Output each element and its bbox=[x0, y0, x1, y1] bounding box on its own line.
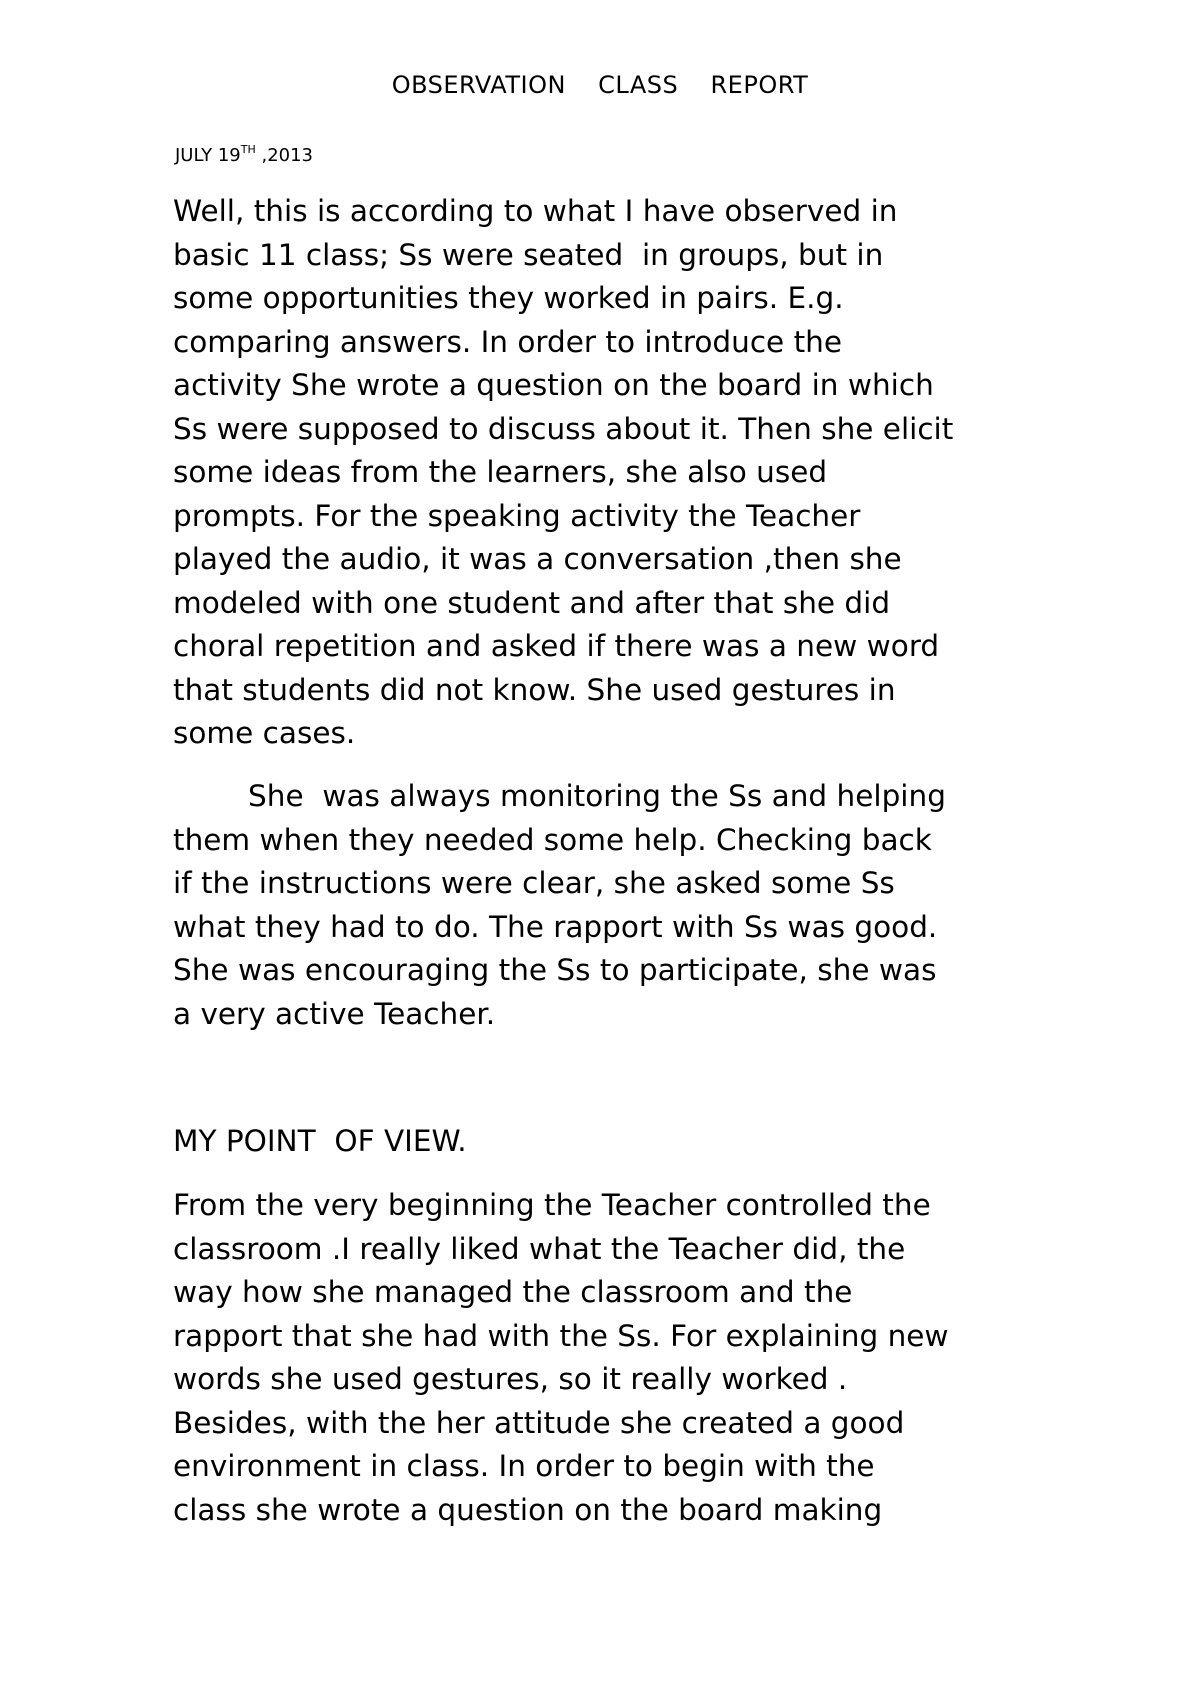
paragraph-line: if the instructions were clear, she asked some Ss bbox=[173, 866, 895, 900]
paragraph-line: some cases. bbox=[173, 716, 356, 750]
paragraph-line: Besides, with the her attitude she created a good bbox=[173, 1405, 905, 1440]
paragraph-line: some ideas from the learners, she also used bbox=[173, 455, 828, 489]
date-prefix: JULY 19 bbox=[175, 145, 241, 166]
paragraph-line: activity She wrote a question on the board in which bbox=[173, 368, 934, 402]
paragraph-line: some opportunities they worked in pairs. E.g. bbox=[173, 281, 844, 315]
paragraph-line: classroom .I really liked what the Teacher did, the bbox=[173, 1231, 906, 1266]
paragraph-line: She was encouraging the Ss to participate, she was bbox=[173, 953, 937, 987]
paragraph-line: a very active Teacher. bbox=[173, 996, 496, 1031]
paragraph-line: words she used gestures, so it really worked . bbox=[173, 1362, 848, 1396]
paragraph-line: choral repetition and asked if there was a new word bbox=[173, 629, 940, 663]
observation-paragraph bbox=[173, 190, 1053, 756]
paragraph-line: She was always monitoring the Ss and helping bbox=[173, 779, 946, 813]
paragraph-line: way how she managed the classroom and the bbox=[173, 1275, 853, 1309]
paragraph-line: prompts. For the speaking activity the Teacher bbox=[173, 498, 861, 533]
paragraph-line: Well, this is according to what I have observed in bbox=[173, 194, 898, 228]
paragraph-line: From the very beginning the Teacher controlled the bbox=[173, 1188, 931, 1222]
paragraph-line: basic 11 class; Ss were seated in groups, but in bbox=[173, 237, 884, 272]
paragraph-line: what they had to do. The rapport with Ss was good. bbox=[173, 909, 938, 944]
paragraph-line: them when they needed some help. Checking back bbox=[173, 822, 932, 857]
point-of-view-paragraph bbox=[173, 1184, 1053, 1532]
paragraph-line: modeled with one student and after that she did bbox=[173, 585, 891, 620]
paragraph-line: environment in class. In order to begin with the bbox=[173, 1449, 875, 1483]
date-superscript: TH bbox=[240, 143, 256, 156]
paragraph-line: class she wrote a question on the board making bbox=[173, 1492, 883, 1527]
date-suffix: ,2013 bbox=[255, 145, 314, 166]
section-heading: MY POINT OF VIEW. bbox=[173, 1124, 467, 1158]
paragraph-line: that students did not know. She used gestures in bbox=[173, 672, 896, 707]
paragraph-line: Ss were supposed to discuss about it. Then she elicit bbox=[173, 411, 954, 446]
monitoring-paragraph bbox=[173, 775, 1053, 1036]
paragraph-line: comparing answers. In order to introduce the bbox=[173, 324, 842, 359]
document-title: OBSERVATION CLASS REPORT bbox=[391, 71, 809, 99]
document-date bbox=[175, 144, 313, 168]
paragraph-line: played the audio, it was a conversation ,then she bbox=[173, 542, 902, 576]
paragraph-line: rapport that she had with the Ss. For explaining new bbox=[173, 1318, 949, 1353]
